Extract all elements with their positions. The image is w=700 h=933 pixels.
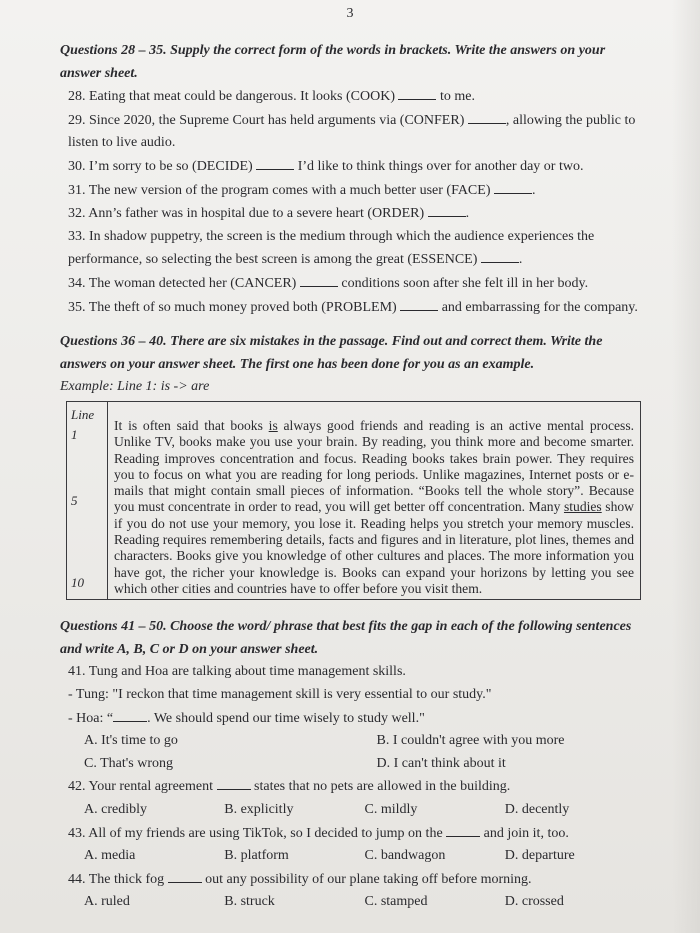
answer-gap xyxy=(168,868,202,883)
question-32 xyxy=(60,202,645,226)
option-a: A. media xyxy=(84,848,136,864)
line-number: 1 xyxy=(71,426,78,442)
option-a: A. It's time to go xyxy=(84,733,178,749)
question-text: 31. The new version of the program comes with a much better user (FACE) xyxy=(68,182,494,198)
option-c: C. mildly xyxy=(364,801,418,817)
question-28 xyxy=(60,85,645,109)
line-number-column xyxy=(67,402,108,599)
section-heading-41-50: Questions 41 – 50. Choose the word/ phrase that best fits the gap in each of the following sentences and write A, B, C or D on your answer sheet. xyxy=(60,619,632,657)
answer-gap xyxy=(300,272,338,287)
section-heading-36-40: Questions 36 – 40. There are six mistakes in the passage. Find out and correct them. Write the answers on your answer sheet. The first one has been done for you as an example. xyxy=(60,334,603,372)
question-text: to me. xyxy=(436,89,475,105)
option-c: C. bandwagon xyxy=(364,848,446,864)
question-44 xyxy=(60,868,645,892)
question-31 xyxy=(60,179,645,203)
question-text: states that no pets are allowed in the building. xyxy=(250,779,511,795)
question-text: 44. The thick fog xyxy=(68,871,168,887)
section-word-forms xyxy=(60,40,645,319)
line-number: 5 xyxy=(71,492,78,508)
question-34 xyxy=(60,272,645,296)
passage-segment: show if you do not use your memory, you lose it. Reading helps you stretch your memory muscles. Reading requires remembering details, facts and figures and in literature, plot lines, themes and characters. Books give you knowledge of other cultures and places. The more information you have got, the richer your knowledge is. Books can expand your horizons by letting you see which other cities and countries have to offer before you visit them. xyxy=(114,499,634,596)
passage-text xyxy=(108,402,640,599)
option-b: B. platform xyxy=(224,848,289,864)
answer-gap xyxy=(113,707,147,722)
line-header: Line xyxy=(71,406,95,422)
question-35 xyxy=(60,296,645,320)
question-text: 28. Eating that meat could be dangerous. It looks (COOK) xyxy=(68,89,399,105)
question-text: 29. Since 2020, the Supreme Court has held arguments via (CONFER) xyxy=(68,112,468,128)
question-41-hoa-line xyxy=(60,707,645,731)
passage-segment: It is often said that books xyxy=(114,417,269,433)
answer-gap xyxy=(398,85,436,100)
option-a: A. credibly xyxy=(84,801,147,817)
option-c: C. stamped xyxy=(364,894,428,910)
page-fold-shadow xyxy=(672,0,700,933)
question-text: , allowing the public to listen to live audio. xyxy=(68,112,636,151)
underlined-word: is xyxy=(268,417,278,433)
answer-gap xyxy=(400,296,438,311)
question-text: 35. The theft of so much money proved both (PROBLEM) xyxy=(68,299,401,315)
answer-gap xyxy=(217,775,251,790)
question-text: and embarrassing for the company. xyxy=(438,299,638,315)
question-text: . xyxy=(531,182,536,198)
answer-gap xyxy=(428,202,466,217)
question-text: 32. Ann’s father was in hospital due to a severe heart (ORDER) xyxy=(68,206,428,222)
question-text: . xyxy=(518,252,523,268)
example-line: Example: Line 1: is -> are xyxy=(60,379,210,395)
section-multiple-choice xyxy=(60,616,645,914)
question-44-options xyxy=(60,891,645,914)
option-d: D. I can't think about it xyxy=(376,755,506,771)
question-text: out any possibility of our plane taking off before morning. xyxy=(201,871,532,887)
question-text: and join it, too. xyxy=(480,825,569,841)
question-text: - Hoa: “ xyxy=(68,710,114,726)
option-d: D. decently xyxy=(504,801,570,817)
section-heading-28-35: Questions 28 – 35. Supply the correct form of the words in brackets. Write the answers on your answer sheet. xyxy=(60,43,606,81)
answer-gap xyxy=(468,109,506,124)
underlined-word: studies xyxy=(563,499,602,515)
question-41-options-row xyxy=(60,753,645,776)
section-error-correction xyxy=(60,331,645,600)
option-a: A. ruled xyxy=(84,894,130,910)
option-b: B. explicitly xyxy=(224,801,294,817)
passage-segment: always good friends and reading is an active mental process. Unlike TV, books make you use your brain. By reading, you think more and become smarter. Reading improves concentration and focus. Reading books takes brain power. They requires you to focus on what you are reading for long periods. Unlike magazines, Internet posts or e-mails that might contain small pieces of information. “Books tell the whole story”. Because you must concentrate in order to read, you will get better off concentration. Many xyxy=(114,417,635,515)
question-text: . We should spend our time wisely to study well." xyxy=(147,710,425,726)
line-number: 10 xyxy=(71,574,84,590)
passage-box xyxy=(66,401,641,600)
question-text: I’d like to think things over for another day or two. xyxy=(294,158,584,174)
answer-gap xyxy=(481,248,519,263)
question-text: . xyxy=(465,206,470,222)
question-43-options xyxy=(60,845,645,868)
question-text: 43. All of my friends are using TikTok, so I decided to jump on the xyxy=(68,825,447,841)
answer-gap xyxy=(256,155,294,170)
question-text: 33. In shadow puppetry, the screen is the medium through which the audience experiences the performance, so selecting the best screen is among the great (ESSENCE) xyxy=(68,228,595,268)
question-41-options-row xyxy=(60,730,645,753)
question-text: 34. The woman detected her (CANCER) xyxy=(68,275,300,291)
option-c: C. That's wrong xyxy=(84,755,173,771)
question-text: conditions soon after she felt ill in her body. xyxy=(337,275,589,291)
page-number: 3 xyxy=(346,6,354,21)
option-d: D. crossed xyxy=(504,894,564,910)
question-29 xyxy=(60,109,645,155)
question-41-tung-line: - Tung: "I reckon that time management skill is very essential to our study." xyxy=(68,686,492,702)
question-42-options xyxy=(60,799,645,822)
question-33 xyxy=(60,226,645,272)
option-b: B. struck xyxy=(224,894,275,910)
answer-gap xyxy=(446,822,480,837)
option-b: B. I couldn't agree with you more xyxy=(376,733,565,749)
question-42 xyxy=(60,775,645,799)
question-text: 30. I’m sorry to be so (DECIDE) xyxy=(68,158,257,174)
answer-gap xyxy=(494,179,532,194)
question-41-stem: 41. Tung and Hoa are talking about time management skills. xyxy=(68,664,406,680)
page-content xyxy=(60,40,645,914)
question-30 xyxy=(60,155,645,179)
question-43 xyxy=(60,822,645,846)
question-text: 42. Your rental agreement xyxy=(68,779,217,795)
option-d: D. departure xyxy=(504,848,575,864)
